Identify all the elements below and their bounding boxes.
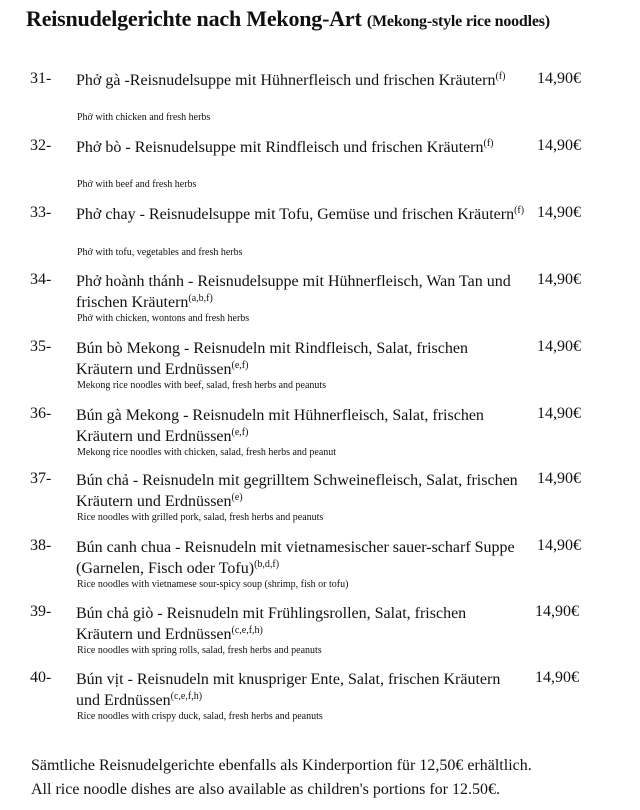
- item-english-description: Rice noodles with spring rolls, salad, fresh herbs and peanuts: [77, 645, 322, 656]
- item-name-text: Phở bò - Reisnudelsuppe mit Rindfleisch und frischen Kräutern: [76, 139, 484, 156]
- item-name: [76, 271, 526, 313]
- item-name: [76, 669, 526, 711]
- item-price: 14,90€: [537, 271, 581, 288]
- item-number: 31-: [30, 70, 52, 87]
- item-price: 14,90€: [537, 70, 581, 87]
- item-english-description: Phở with tofu, vegetables and fresh herbs: [77, 247, 243, 258]
- allergen-codes: (f): [514, 205, 525, 216]
- item-number: 39-: [30, 603, 52, 620]
- item-number: 36-: [30, 405, 52, 422]
- item-name-text: Bún bò Mekong - Reisnudeln mit Rindfleisch, Salat, frischen Kräutern und Erdnüssen: [76, 340, 468, 378]
- item-name: [76, 70, 526, 91]
- item-name: [76, 137, 526, 158]
- item-number: 32-: [30, 137, 52, 154]
- kids-portion-note-german: Sämtliche Reisnudelgerichte ebenfalls als Kinderportion für 12,50€ erhältlich.: [31, 757, 532, 774]
- page-title: [26, 6, 550, 32]
- item-name-text: Phở chay - Reisnudelsuppe mit Tofu, Gemüse und frischen Kräutern: [76, 206, 515, 223]
- allergen-codes: (c,e,f,h): [231, 625, 263, 636]
- item-number: 33-: [30, 204, 52, 221]
- allergen-codes: (a,b,f): [188, 293, 213, 304]
- item-number: 35-: [30, 338, 52, 355]
- item-english-description: Mekong rice noodles with chicken, salad, fresh herbs and peanut: [77, 447, 337, 458]
- title-german: Reisnudelgerichte nach Mekong-Art: [26, 6, 362, 31]
- item-name-text: Bún chả - Reisnudeln mit gegrilltem Schweinefleisch, Salat, frischen Kräutern und Erdnüssen: [76, 472, 518, 510]
- item-english-description: Rice noodles with vietnamese sour-spicy soup (shrimp, fish or tofu): [77, 579, 349, 590]
- item-name: [76, 405, 526, 447]
- item-english-description: Phở with chicken, wontons and fresh herbs: [77, 313, 250, 324]
- item-number: 34-: [30, 271, 52, 288]
- item-price: 14,90€: [537, 137, 581, 154]
- item-price: 14,90€: [537, 338, 581, 355]
- item-name-text: Bún vịt - Reisnudeln mit knuspriger Ente, Salat, frischen Kräutern und Erdnüssen: [76, 671, 501, 709]
- item-number: 38-: [30, 537, 52, 554]
- item-name: [76, 470, 526, 512]
- allergen-codes: (c,e,f,h): [170, 691, 203, 702]
- item-number: 37-: [30, 470, 52, 487]
- item-name-text: Bún chả giò - Reisnudeln mit Frühlingsrollen, Salat, frischen Kräutern und Erdnüssen: [76, 605, 467, 643]
- title-english: (Mekong-style rice noodles): [366, 13, 550, 30]
- item-price: 14,90€: [537, 537, 581, 554]
- item-price: 14,90€: [535, 603, 579, 620]
- item-english-description: Phở with chicken and fresh herbs: [77, 112, 211, 123]
- item-price: 14,90€: [537, 405, 581, 422]
- allergen-codes: (f): [495, 71, 506, 82]
- item-english-description: Phở with beef and fresh herbs: [77, 179, 197, 190]
- item-price: 14,90€: [535, 669, 579, 686]
- item-name: [76, 204, 526, 225]
- kids-portion-note-english: All rice noodle dishes are also available as children's portions for 12.50€.: [31, 781, 500, 798]
- allergen-codes: (e): [231, 492, 243, 503]
- allergen-codes: (f): [483, 138, 494, 149]
- item-english-description: Rice noodles with grilled pork, salad, fresh herbs and peanuts: [77, 512, 324, 523]
- item-english-description: Mekong rice noodles with beef, salad, fresh herbs and peanuts: [77, 380, 327, 391]
- item-name-text: Bún canh chua - Reisnudeln mit vietnamesischer sauer-scharf Suppe (Garnelen, Fisch oder Tofu): [76, 539, 515, 577]
- item-name-text: Phở gà -Reisnudelsuppe mit Hühnerfleisch und frischen Kräutern: [76, 72, 496, 89]
- item-name: [76, 537, 526, 579]
- item-name-text: Phở hoành thánh - Reisnudelsuppe mit Hühnerfleisch, Wan Tan und frischen Kräutern: [76, 273, 511, 311]
- item-name-text: Bún gà Mekong - Reisnudeln mit Hühnerfleisch, Salat, frischen Kräutern und Erdnüssen: [76, 407, 484, 445]
- item-number: 40-: [30, 669, 52, 686]
- item-english-description: Rice noodles with crispy duck, salad, fresh herbs and peanuts: [77, 711, 323, 722]
- item-price: 14,90€: [537, 470, 581, 487]
- allergen-codes: (b,d,f): [254, 559, 280, 570]
- allergen-codes: (e,f): [231, 360, 249, 371]
- item-price: 14,90€: [537, 204, 581, 221]
- item-name: [76, 603, 526, 645]
- item-name: [76, 338, 526, 380]
- allergen-codes: (e,f): [231, 427, 249, 438]
